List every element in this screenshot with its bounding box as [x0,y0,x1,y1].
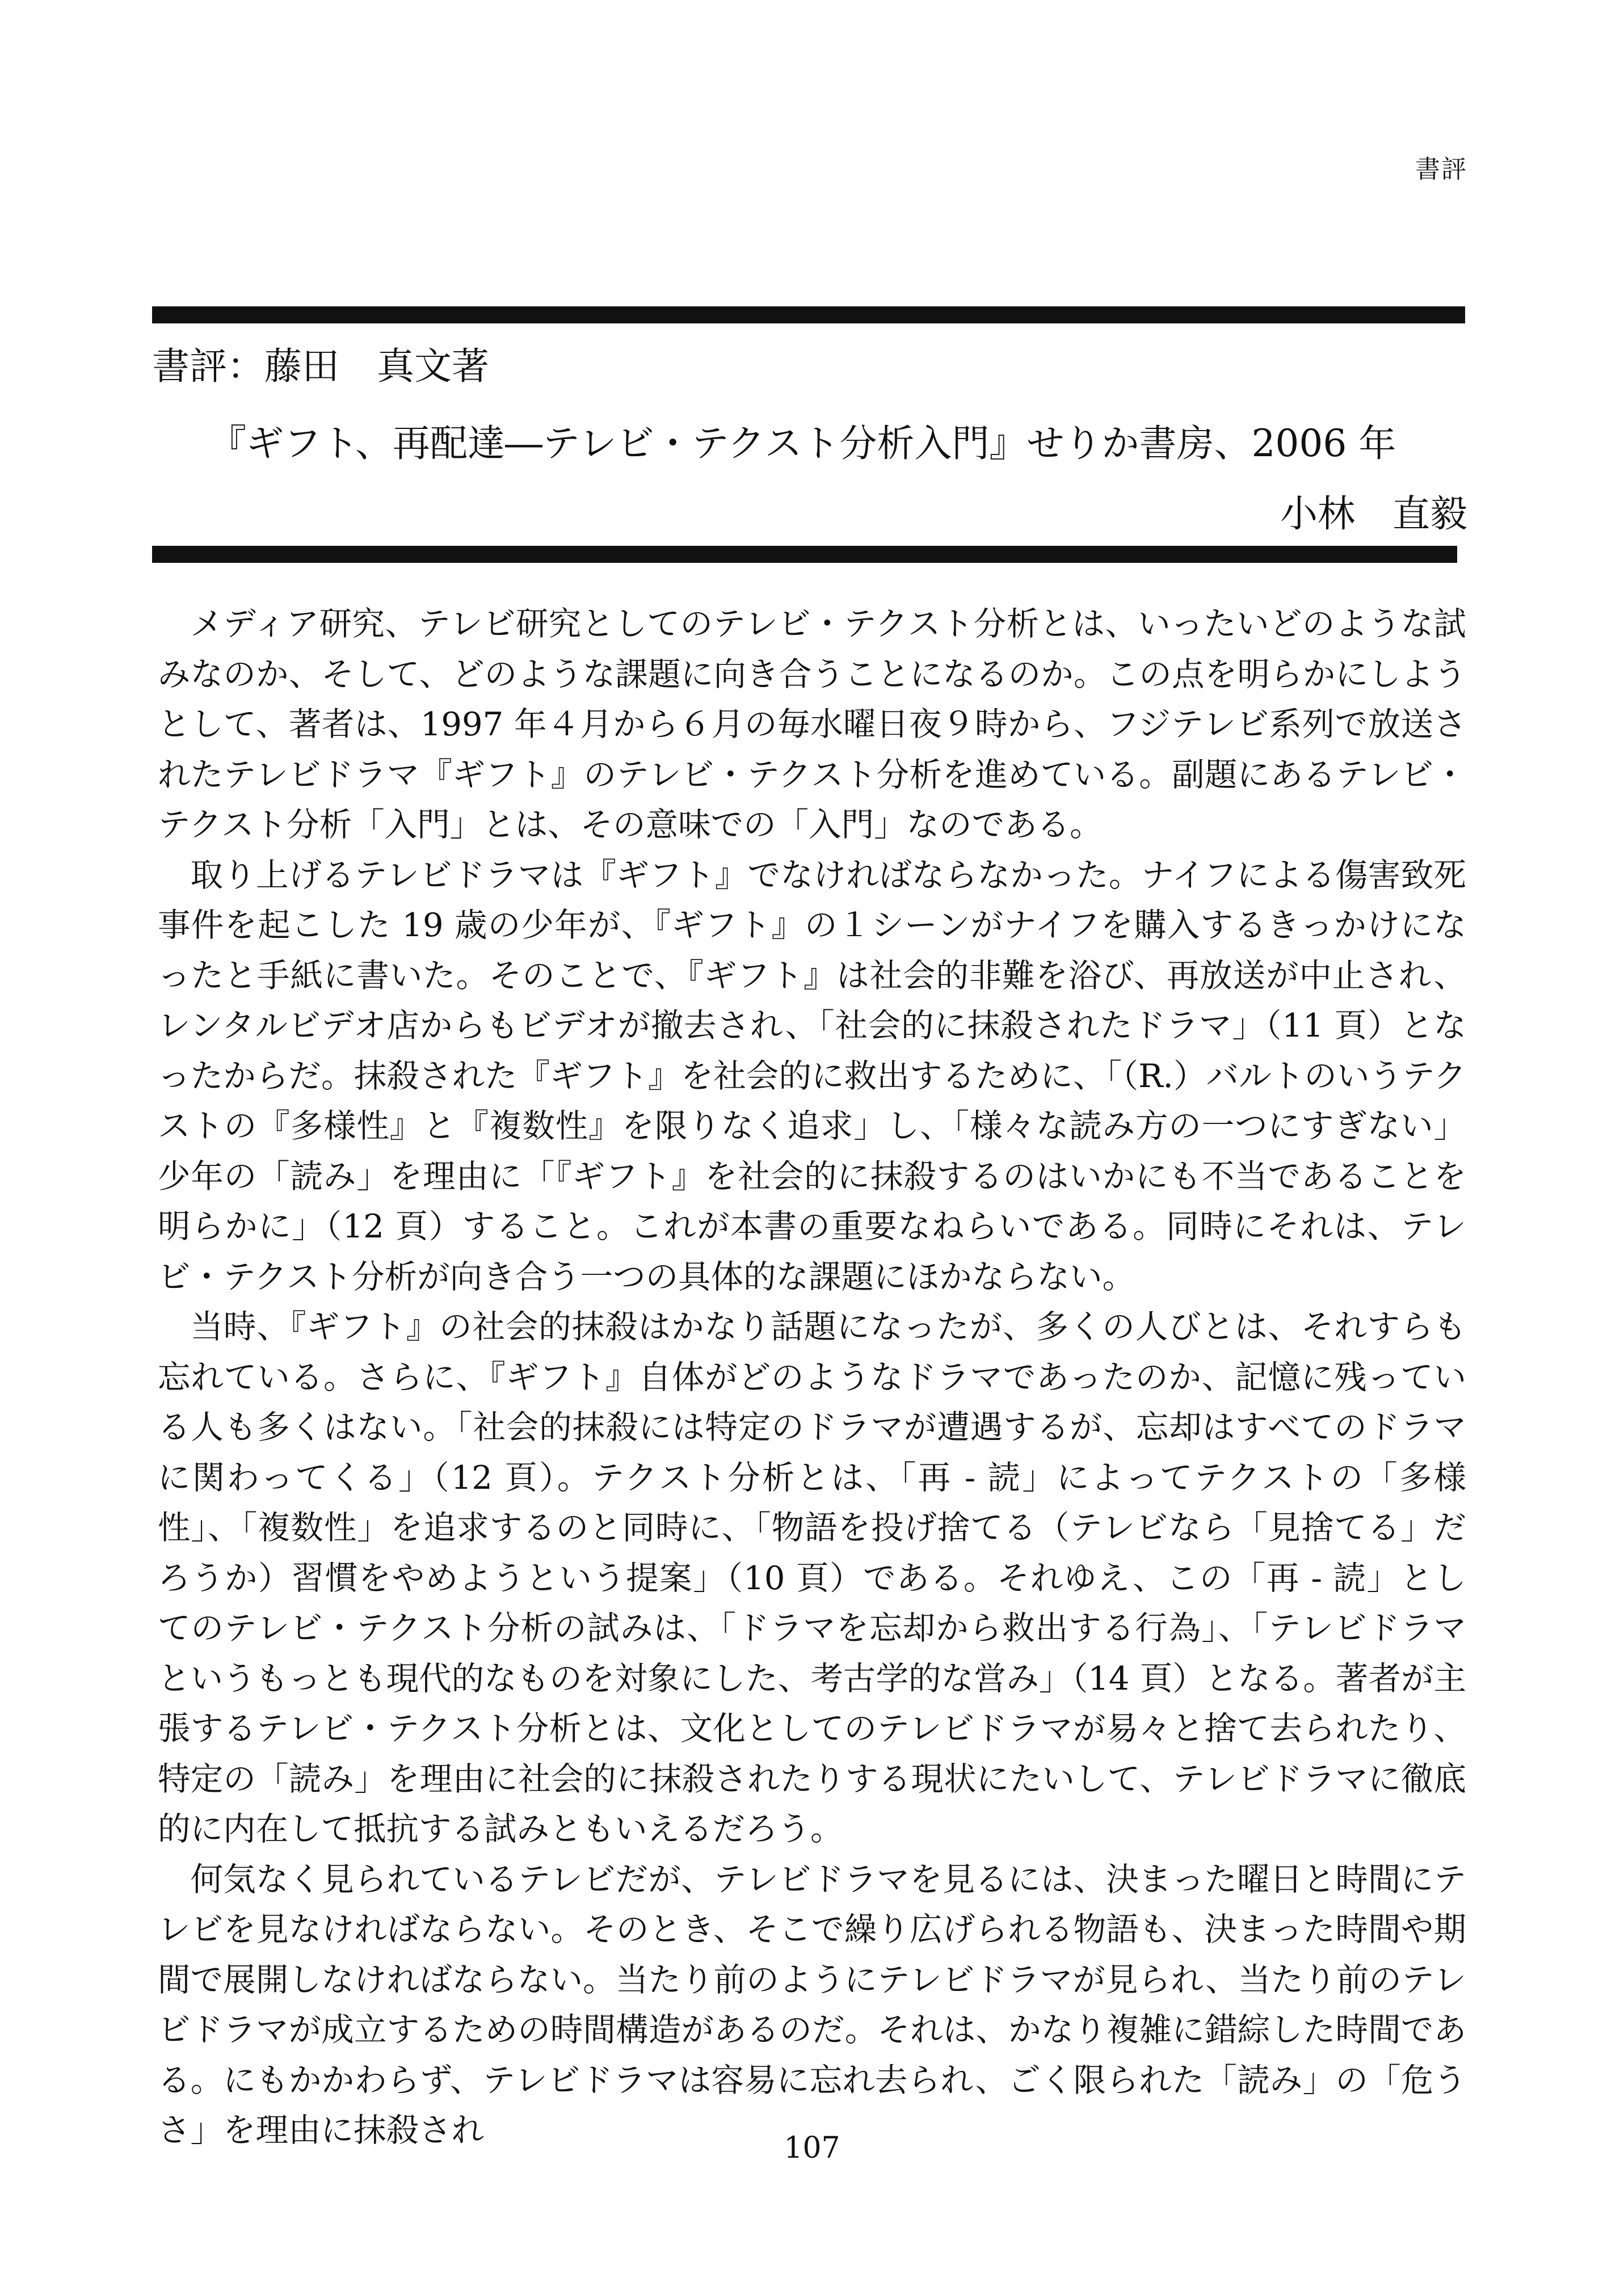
reviewer-name: 小林 直毅 [1280,492,1467,536]
paragraph: 当時、『ギフト』の社会的抹殺はかなり話題になったが、多くの人びとは、それすらも忘れている。さらに、『ギフト』自体がどのようなドラマであったのか、記憶に残っている人も多くはない。「社会的抹殺には特定のドラマが遭遇するが、忘却はすべてのドラマに関わってくる」（12 頁）。テクスト分析とは、「再 - 読」によってテクストの「多様性」、「複数性」を追求するのと同時に、「物語を投げ捨てる（テレビなら「見捨てる」だろうか）習慣をやめようという提案」（10 頁）である。それゆえ、この「再 - 読」としてのテレビ・テクスト分析の試みは、「ドラマを忘却から救出する行為」、「テレビドラマというもっとも現代的なものを対象にした、考古学的な営み」（14 頁）となる。著者が主張するテレビ・テクスト分析とは、文化としてのテレビドラマが易々と捨て去られたり、特定の「読み」を理由に社会的に抹殺されたりする現状にたいして、テレビドラマに徹底的に内在して抵抗する試みともいえるだろう。 [158,1308,1466,1848]
title-rule-top [152,306,1465,323]
paragraph: 何気なく見られているテレビだが、テレビドラマを見るには、決まった曜日と時間にテレビを見なければならない。そのとき、そこで繰り広げられる物語も、決まった時間や期間で展開しなければならない。当たり前のようにテレビドラマが見られ、当たり前のテレビドラマが成立するための時間構造があるのだ。それは、かなり複雑に錯綜した時間である。にもかかわらず、テレビドラマは容易に忘れ去られ、ごく限られた「読み」の「危うさ」を理由に抹殺され [158,1860,1466,2149]
review-title: 書評：藤田 真文著 [152,344,489,388]
paragraph: 取り上げるテレビドラマは『ギフト』でなければならなかった。ナイフによる傷害致死事件を起こした 19 歳の少年が、『ギフト』の１シーンがナイフを購入するきっかけになったと手紙に書いた。そのことで、『ギフト』は社会的非難を浴び、再放送が中止され、レンタルビデオ店からもビデオが撤去され、「社会的に抹殺されたドラマ」（11 頁）となったからだ。抹殺された『ギフト』を社会的に救出するために、「（R.）バルトのいうテクストの『多様性』と『複数性』を限りなく追求」し、「様々な読み方の一つにすぎない」少年の「読み」を理由に「『ギフト』を社会的に抹殺するのはいかにも不当であることを明らかに」（12 頁）すること。これが本書の重要なねらいである。同時にそれは、テレビ・テクスト分析が向き合う一つの具体的な課題にほかならない。 [158,856,1466,1296]
page-number: 107 [784,2131,840,2165]
article-body [158,599,1466,2156]
running-head: 書評 [1415,155,1467,184]
book-title: 『ギフト、再配達―テレビ・テクスト分析入門』せりか書房、2006 年 [209,422,1396,465]
title-rule-bottom [152,546,1457,563]
paragraph: メディア研究、テレビ研究としてのテレビ・テクスト分析とは、いったいどのような試みなのか、そして、どのような課題に向き合うことになるのか。この点を明らかにしようとして、著者は、1997 年４月から６月の毎水曜日夜９時から、フジテレビ系列で放送されたテレビドラマ『ギフト』のテレビ・テクスト分析を進めている。副題にあるテレビ・テクスト分析「入門」とは、その意味での「入門」なのである。 [158,605,1466,844]
